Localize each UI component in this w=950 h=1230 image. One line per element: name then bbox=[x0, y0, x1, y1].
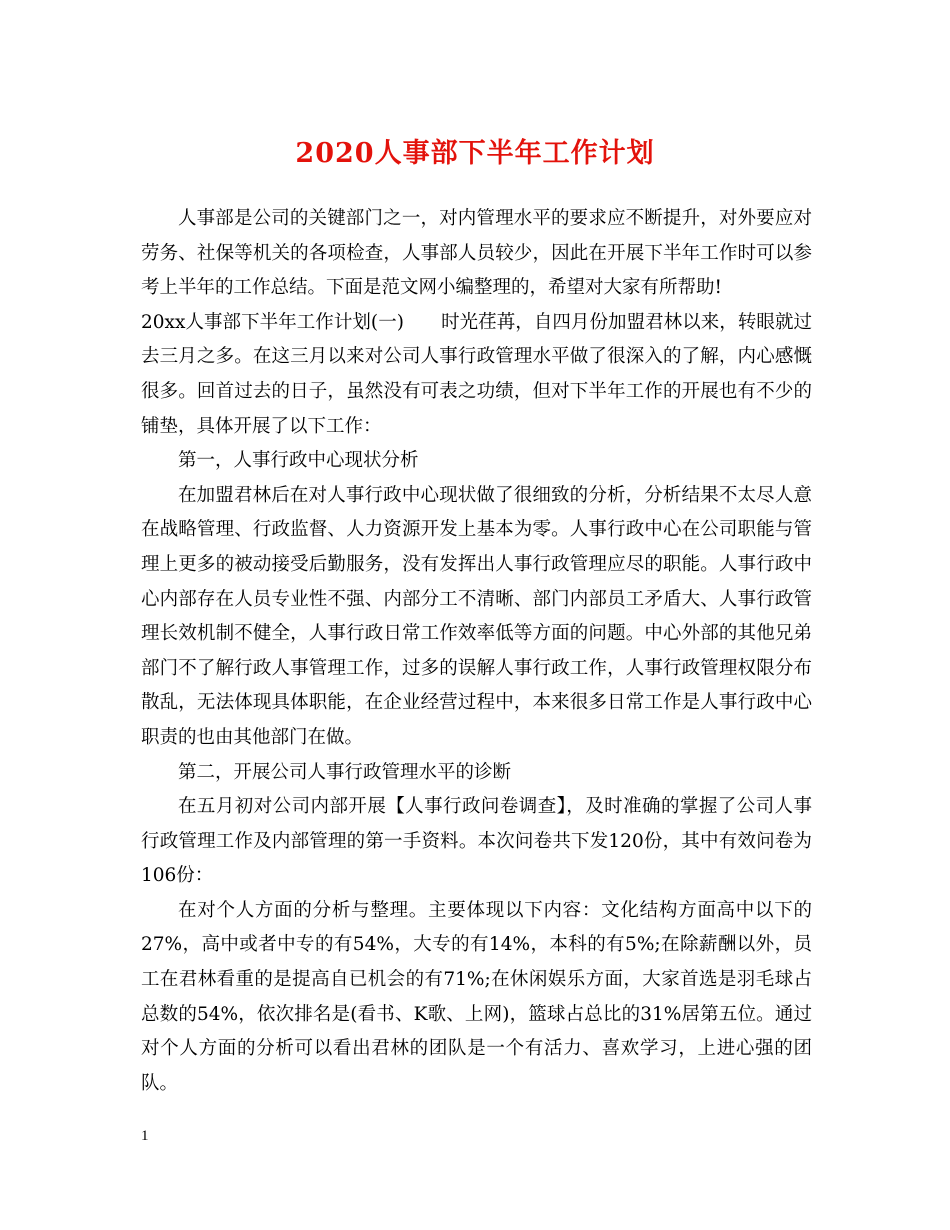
paragraph-status-analysis: 在加盟君林后在对人事行政中心现状做了很细致的分析，分析结果不太尽人意在战略管理、行政监督、人力资源开发上基本为零。人事行政中心在公司职能与管理上更多的被动接受后勤服务，没有发挥出人事行政管理应尽的职能。人事行政中心内部存在人员专业性不强、内部分工不清晰、部门内部员工矛盾大、人事行政管理长效机制不健全，人事行政日常工作效率低等方面的问题。中心外部的其他兄弟部门不了解行政人事管理工作，过多的误解人事行政工作，人事行政管理权限分布散乱，无法体现具体职能，在企业经营过程中，本来很多日常工作是人事行政中心职责的也由其他部门在做。 bbox=[141, 484, 812, 748]
paragraph-plan-one: 20xx人事部下半年工作计划(一) 时光荏苒，自四月份加盟君林以来，转眼就过去三月之多。在这三月以来对公司人事行政管理水平做了很深入的了解，内心感慨很多。回首过去的日子，虽然没有可表之功绩，但对下半年工作的开展也有不少的铺垫，具体开展了以下工作： bbox=[141, 311, 812, 437]
paragraph-personal-analysis: 在对个人方面的分析与整理。主要体现以下内容：文化结构方面高中以下的27%，高中或者中专的有54%，大专的有14%，本科的有5%;在除薪酬以外，员工在君林看重的是提高自已机会的有71%;在休闲娱乐方面，大家首选是羽毛球占总数的54%，依次排名是(看书、K歌、上网)，篮球占总比的31%居第五位。通过对个人方面的分析可以看出君林的团队是一个有活力、喜欢学习，上进心强的团队。 bbox=[141, 899, 812, 1094]
paragraph-survey: 在五月初对公司内部开展【人事行政问卷调查】，及时准确的掌握了公司人事行政管理工作及内部管理的第一手资料。本次问卷共下发120份，其中有效问卷为106份： bbox=[141, 796, 812, 887]
paragraph-intro: 人事部是公司的关键部门之一，对内管理水平的要求应不断提升，对外要应对劳务、社保等机关的各项检查，人事部人员较少，因此在开展下半年工作时可以参考上半年的工作总结。下面是范文网小编整理的，希望对大家有所帮助! bbox=[141, 208, 812, 299]
page-number: 1 bbox=[141, 1128, 149, 1144]
document-body bbox=[141, 202, 812, 1101]
section-heading-status-analysis: 第一，人事行政中心现状分析 bbox=[178, 450, 419, 472]
section-heading-diagnosis: 第二，开展公司人事行政管理水平的诊断 bbox=[178, 761, 512, 783]
document-title: 2020人事部下半年工作计划 bbox=[295, 138, 655, 169]
